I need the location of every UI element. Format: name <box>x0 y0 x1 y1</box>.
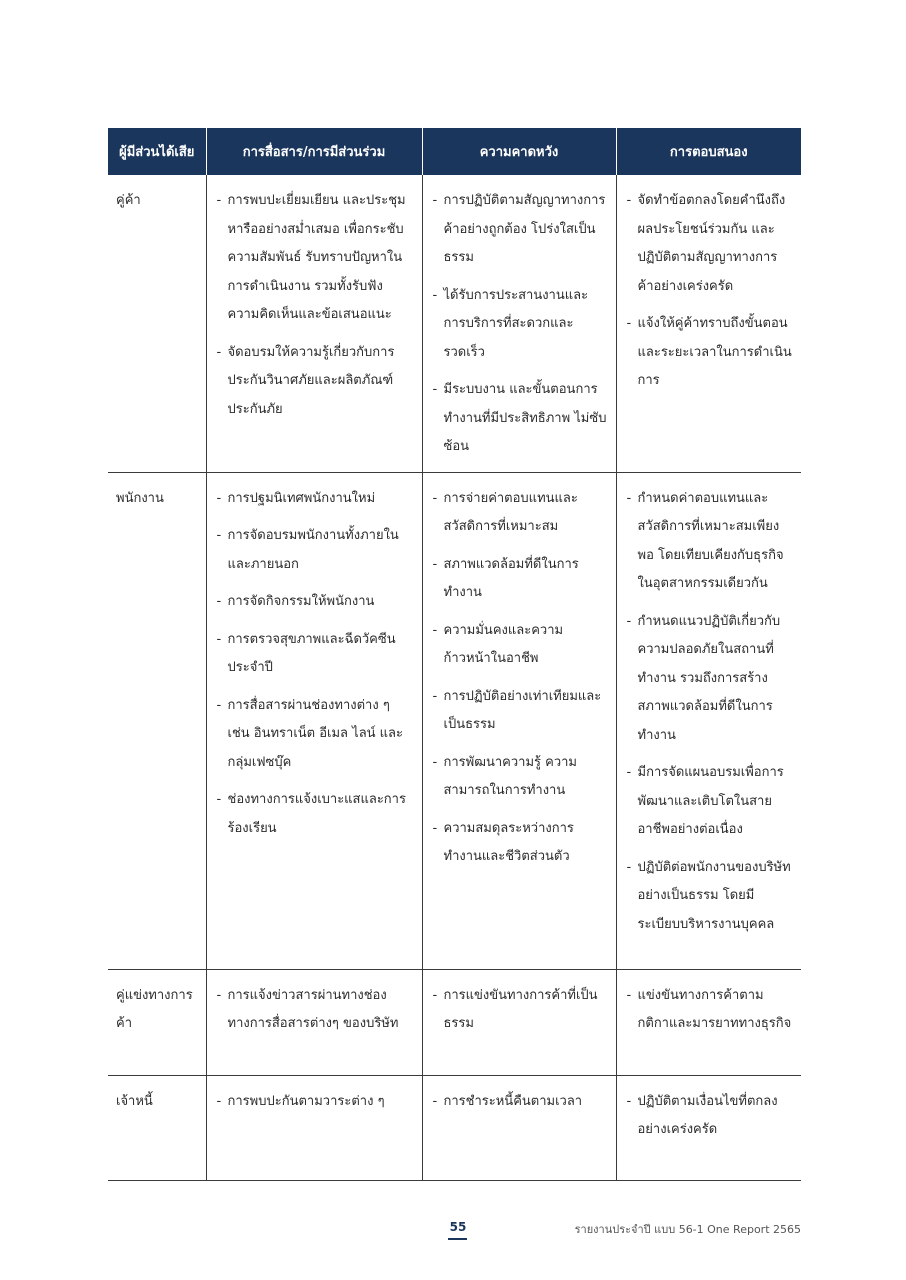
list-item: - ความสมดุลระหว่างการทำงานและชีวิตส่วนตัว <box>433 815 608 872</box>
table-row <box>108 175 801 472</box>
list-item: - การชำระหนี้คืนตามเวลา <box>433 1088 608 1117</box>
stakeholder-cell: คู่แข่งทางการค้า <box>108 969 206 1075</box>
stakeholder-cell: คู่ค้า <box>108 175 206 472</box>
list-item: - การพัฒนาความรู้ ความสามารถในการทำงาน <box>433 749 608 806</box>
list-item: - สภาพแวดล้อมที่ดีในการทำงาน <box>433 551 608 608</box>
list-item: - การตรวจสุขภาพและฉีดวัคซีนประจำปี <box>217 626 414 683</box>
table-row <box>108 1075 801 1180</box>
list-item: - จัดทำข้อตกลงโดยคำนึงถึงผลประโยชน์ร่วมกัน และปฏิบัติตามสัญญาทางการค้าอย่างเคร่งครัด <box>627 187 794 301</box>
responses-cell <box>616 472 801 969</box>
list-item: - การปฏิบัติตามสัญญาทางการค้าอย่างถูกต้อง โปร่งใสเป็นธรรม <box>433 187 608 273</box>
header-expectations: ความคาดหวัง <box>422 128 616 175</box>
list-item: - การปฐมนิเทศพนักงานใหม่ <box>217 485 414 514</box>
stakeholder-cell: เจ้าหนี้ <box>108 1075 206 1180</box>
list-item: - การแจ้งข่าวสารผ่านทางช่องทางการสื่อสารต่างๆ ของบริษัท <box>217 982 414 1039</box>
table-row <box>108 472 801 969</box>
list-item: - มีระบบงาน และขั้นตอนการทำงานที่มีประสิทธิภาพ ไม่ซับซ้อน <box>433 376 608 462</box>
list-item: - มีการจัดแผนอบรมเพื่อการพัฒนาและเติบโตในสายอาชีพอย่างต่อเนื่อง <box>627 759 794 845</box>
list-item: - การพบปะเยี่ยมเยียน และประชุมหารืออย่างสม่ำเสมอ เพื่อกระชับความสัมพันธ์ รับทราบปัญหาในการดำเนินงาน รวมทั้งรับฟังความคิดเห็นและข้อเสนอแนะ <box>217 187 414 330</box>
list-item: - การจ่ายค่าตอบแทนและสวัสดิการที่เหมาะสม <box>433 485 608 542</box>
list-item: - การพบปะกันตามวาระต่าง ๆ <box>217 1088 414 1117</box>
communication-cell <box>206 1075 422 1180</box>
list-item: - แข่งขันทางการค้าตามกติกาและมารยาททางธุรกิจ <box>627 982 794 1039</box>
communication-cell <box>206 175 422 472</box>
list-item: - กำหนดค่าตอบแทนและสวัสดิการที่เหมาะสมเพียงพอ โดยเทียบเคียงกับธุรกิจในอุตสาหกรรมเดียวกัน <box>627 485 794 599</box>
list-item: - แจ้งให้คู่ค้าทราบถึงขั้นตอนและระยะเวลาในการดำเนินการ <box>627 310 794 396</box>
header-stakeholder: ผู้มีส่วนได้เสีย <box>108 128 206 175</box>
list-item: - การแข่งขันทางการค้าที่เป็นธรรม <box>433 982 608 1039</box>
table-row <box>108 969 801 1075</box>
communication-cell <box>206 472 422 969</box>
communication-cell <box>206 969 422 1075</box>
header-communication: การสื่อสาร/การมีส่วนร่วม <box>206 128 422 175</box>
table-header-row <box>108 128 801 175</box>
list-item: - ได้รับการประสานงานและการบริการที่สะดวกและรวดเร็ว <box>433 282 608 368</box>
responses-cell <box>616 969 801 1075</box>
expectations-cell <box>422 175 616 472</box>
list-item: - ปฏิบัติต่อพนักงานของบริษัทอย่างเป็นธรรม โดยมีระเบียบบริหารงานบุคคล <box>627 854 794 940</box>
expectations-cell <box>422 1075 616 1180</box>
expectations-cell <box>422 969 616 1075</box>
expectations-cell <box>422 472 616 969</box>
list-item: - กำหนดแนวปฏิบัติเกี่ยวกับความปลอดภัยในสถานที่ทำงาน รวมถึงการสร้างสภาพแวดล้อมที่ดีในการทำงาน <box>627 608 794 751</box>
responses-cell <box>616 1075 801 1180</box>
list-item: - ความมั่นคงและความก้าวหน้าในอาชีพ <box>433 617 608 674</box>
report-title: รายงานประจำปี แบบ 56-1 One Report 2565 <box>574 1223 801 1236</box>
stakeholder-cell: พนักงาน <box>108 472 206 969</box>
list-item: - จัดอบรมให้ความรู้เกี่ยวกับการประกันวินาศภัยและผลิตภัณฑ์ประกันภัย <box>217 339 414 425</box>
header-responses: การตอบสนอง <box>616 128 801 175</box>
list-item: - การจัดกิจกรรมให้พนักงาน <box>217 588 414 617</box>
page-number: 55 <box>449 1220 467 1234</box>
responses-cell <box>616 175 801 472</box>
list-item: - การปฏิบัติอย่างเท่าเทียมและเป็นธรรม <box>433 683 608 740</box>
list-item: - ปฏิบัติตามเงื่อนไขที่ตกลงอย่างเคร่งครัด <box>627 1088 794 1145</box>
list-item: - การสื่อสารผ่านช่องทางต่าง ๆ เช่น อินทราเน็ต อีเมล ไลน์ และกลุ่มเฟซบุ๊ค <box>217 692 414 778</box>
list-item: - ช่องทางการแจ้งเบาะแสและการร้องเรียน <box>217 786 414 843</box>
list-item: - การจัดอบรมพนักงานทั้งภายในและภายนอก <box>217 522 414 579</box>
stakeholder-table <box>108 128 801 1181</box>
page-number-underline <box>448 1238 467 1240</box>
